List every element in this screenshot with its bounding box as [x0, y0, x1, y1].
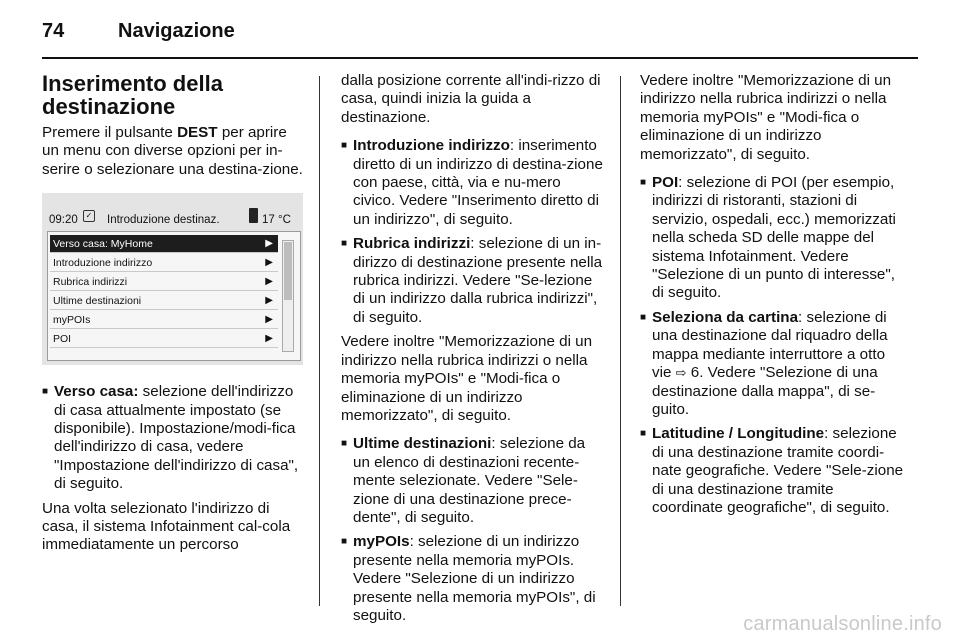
bullet-seleziona-da-cartina: ■ Seleziona da cartina: selezione di una destinazione dal riquadro della mappa mediante interruttore a otto vie ⇨ 6. Vedere "Selezione di una destinazione dalla mappa", di se-guito.: [640, 308, 888, 418]
bullet-square-icon: ■: [640, 311, 647, 323]
column-2: [341, 72, 605, 631]
bullet-square-icon: ■: [640, 428, 647, 440]
destination-menu-screenshot: [42, 193, 303, 365]
screen-scrollbar[interactable]: [282, 240, 294, 352]
bullet-poi: ■ POI: selezione di POI (per esempio, indirizzi di ristoranti, stazioni di servizio, ospedali, ecc.) memorizzati nella scheda SD delle mappe del sistema Infotainment. Vedere "Selezione di un punto di interesse", di seguito.: [640, 174, 896, 302]
bullet-square-icon: ■: [341, 238, 348, 250]
chevron-right-icon: ▶: [265, 314, 273, 326]
column-1: [42, 72, 304, 565]
watermark-text: carmanualsonline.info: [743, 613, 942, 635]
menu-item-rubrica-indirizzi[interactable]: Rubrica indirizzi ▶: [50, 273, 278, 291]
bullet-square-icon: ■: [341, 536, 348, 548]
bullet-square-icon: ■: [341, 438, 348, 450]
page-number: 74: [42, 20, 65, 42]
bullet-verso-casa: ■ Verso casa: selezione dell'indirizzo di casa attualmente impostato (se disponibile). Impostazione/modi-fica dell'indirizzo di casa, vedere "Impostazione dell'indirizzo di casa", di seguito.: [42, 383, 299, 493]
page-header: [42, 18, 918, 58]
screen-title: Introduzione destinaz.: [107, 214, 220, 227]
screen-menu-list: [47, 231, 301, 361]
menu-item-mypois[interactable]: myPOIs ▶: [50, 311, 278, 329]
bullet-introduzione-indirizzo: ■ Introduzione indirizzo: inserimento diretto di un indirizzo di destina-zione con paese, città, via e nu-mero civico. Vedere "Inserimento diretto di un indirizzo", di seguito.: [341, 137, 603, 228]
section-title: Navigazione: [118, 20, 235, 42]
bullet-square-icon: ■: [640, 177, 647, 189]
column-divider-2: [620, 76, 621, 606]
menu-item-ultime-destinazioni[interactable]: Ultime destinazioni ▶: [50, 292, 278, 310]
bullet-latitudine-longitudine: ■ Latitudine / Longitudine: selezione di una destinazione tramite coordi-nate geografiche. Vedere "Sele-zione di una destinazione tramite coordinate geografiche", di seguito.: [640, 425, 904, 516]
chevron-right-icon: ▶: [265, 276, 273, 288]
dest-key-label: DEST: [177, 124, 218, 141]
paragraph-continuation-col2: dalla posizione corrente all'indi-rizzo di casa, quindi inizia la guida a destinazione.: [341, 72, 601, 126]
menu-item-poi[interactable]: POI ▶: [50, 330, 278, 348]
section-heading: Inserimento della destinazione: [42, 71, 223, 119]
intro-paragraph: Premere il pulsante DEST per aprire un menu con diverse opzioni per in-serire o selezionare una destina-zione.: [42, 124, 303, 178]
bullet-ultime-destinazioni: ■ Ultime destinazioni: selezione da un elenco di destinazioni recente-mente selezionate. Vedere "Sele-zione di una destinazione prece-dente", di seguito.: [341, 435, 586, 526]
paragraph-verso-casa-2: Una volta selezionato l'indirizzo di casa, il sistema Infotainment cal-cola immediatamente un percorso: [42, 499, 291, 554]
paragraph-continuation-col3: Vedere inoltre "Memorizzazione di un indirizzo nella rubrica indirizzi o nella memoria myPOIs" e "Modi-fica o eliminazione di un indirizzo memorizzato", di seguito.: [640, 72, 892, 163]
menu-item-introduzione-indirizzo[interactable]: Introduzione indirizzo ▶: [50, 254, 278, 272]
bullet-square-icon: ■: [42, 386, 49, 398]
column-divider-1: [319, 76, 320, 606]
menu-item-verso-casa[interactable]: Verso casa: MyHome ▶: [50, 235, 278, 253]
bullet-rubrica-indirizzi: ■ Rubrica indirizzi: selezione di un in-dirizzo di destinazione presente nella rubrica indirizzi. Vedere "Se-lezione di un indirizzo dalla rubrica indirizzi", di seguito.: [341, 235, 603, 326]
temperature-text: 17 °C: [262, 214, 291, 227]
chevron-right-icon: ▶: [265, 333, 273, 345]
clock-text: 09:20: [49, 214, 78, 227]
chevron-right-icon: ▶: [265, 295, 273, 307]
chevron-right-icon: ▶: [265, 257, 273, 269]
paragraph-rubrica-2: Vedere inoltre "Memorizzazione di un indirizzo nella rubrica indirizzi o nella memoria myPOIs" e "Modi-fica o eliminazione di un indirizzo memorizzato", di seguito.: [341, 333, 593, 424]
scrollbar-thumb[interactable]: [284, 242, 292, 300]
chevron-right-icon: ▶: [265, 238, 273, 250]
bullet-mypois: ■ myPOIs: selezione di un indirizzo presente nella memoria myPOIs. Vedere "Selezione di un indirizzo presente nella memoria myPOIs", di seguito.: [341, 533, 596, 624]
header-rule: [42, 57, 918, 59]
screen-status-bar: [47, 205, 299, 229]
column-3: [640, 72, 908, 523]
nav-mode-icon: ✓: [83, 210, 95, 222]
page-reference-arrow-icon: ⇨: [675, 365, 687, 381]
bullet-square-icon: ■: [341, 140, 348, 152]
phone-icon: [249, 208, 258, 223]
